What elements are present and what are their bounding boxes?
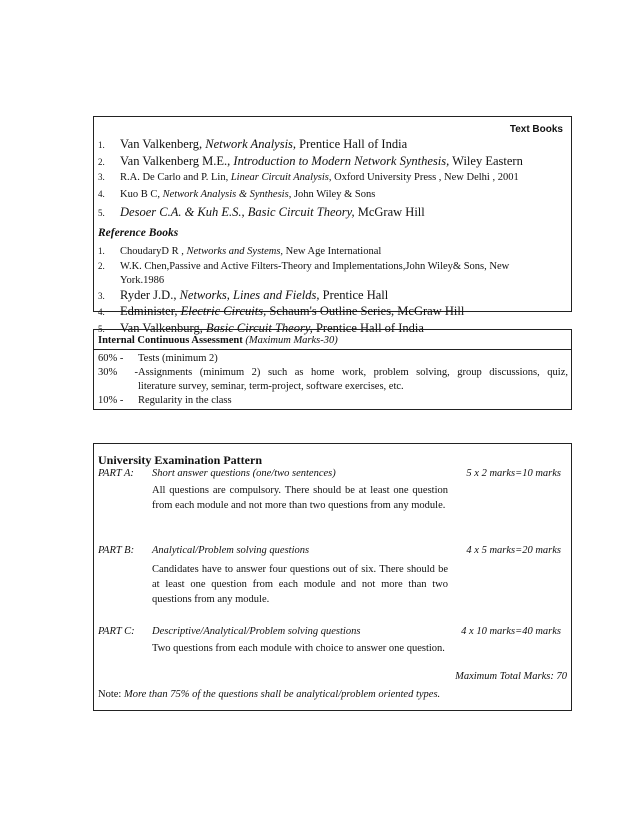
part-c-description: Two questions from each module with choice to answer one question. xyxy=(152,643,445,654)
part-c-question: Descriptive/Analytical/Problem solving questions xyxy=(152,626,361,637)
text-book-item: 3. R.A. De Carlo and P. Lin, Linear Circuit Analysis, Oxford University Press , New Delhi , 2001 xyxy=(98,172,519,183)
reference-books-title: Reference Books xyxy=(98,227,179,239)
internal-max-marks: (Maximum Marks-30) xyxy=(245,335,338,346)
note-label: Note: xyxy=(98,689,122,700)
part-b-label: PART B: xyxy=(98,545,135,556)
part-c-marks: 4 x 10 marks=40 marks xyxy=(461,626,561,637)
internal-assessment-title: Internal Continuous Assessment xyxy=(98,335,243,346)
part-b-question: Analytical/Problem solving questions xyxy=(152,545,310,556)
assessment-row: 10% - Regularity in the class xyxy=(98,395,232,406)
exam-pattern-section xyxy=(93,443,572,711)
exam-pattern-title: University Examination Pattern xyxy=(98,453,262,467)
text-book-item: 4. Kuo B C, Network Analysis & Synthesis, John Wiley & Sons xyxy=(98,189,376,200)
reference-book-item: 4. Edminister, Electric Circuits, Schaum's Outline Series, McGraw Hill xyxy=(98,304,465,318)
part-a-label: PART A: xyxy=(98,468,134,479)
text-books-title: Text Books xyxy=(509,124,563,135)
assessment-row: 30% -Assignments (minimum 2) such as home work, problem solving, group discussions, quiz, xyxy=(98,367,568,378)
text-book-item: 5. Desoer C.A. & Kuh E.S., Basic Circuit Theory, McGraw Hill xyxy=(98,205,425,219)
reference-book-item-cont: York.1986 xyxy=(120,275,165,286)
books-section xyxy=(93,116,572,335)
exam-note xyxy=(98,689,440,700)
text-book-item: 2. Van Valkenberg M.E., Introduction to Modern Network Synthesis, Wiley Eastern xyxy=(98,154,523,168)
internal-assessment-heading xyxy=(98,335,338,346)
part-a-description: All questions are compulsory. There should be at least one question from each module and not more than two questions from any module. xyxy=(152,485,448,511)
note-text: More than 75% of the questions shall be analytical/problem oriented types. xyxy=(123,689,441,700)
text-book-item: 1. Van Valkenberg, Network Analysis, Prentice Hall of India xyxy=(98,137,408,151)
part-a-question: Short answer questions (one/two sentences) xyxy=(152,468,336,479)
internal-assessment-section xyxy=(93,329,572,410)
part-b-marks: 4 x 5 marks=20 marks xyxy=(466,545,561,556)
reference-book-item: 3. Ryder J.D., Networks, Lines and Fields, Prentice Hall xyxy=(98,288,389,302)
reference-book-item: 1. ChoudaryD R , Networks and Systems, New Age International xyxy=(98,246,382,257)
reference-book-item: 2. W.K. Chen,Passive and Active Filters-Theory and Implementations,John Wiley& Sons, New xyxy=(98,261,510,272)
part-c-label: PART C: xyxy=(98,626,135,637)
divider xyxy=(94,349,571,350)
assessment-row: 60% - Tests (minimum 2) xyxy=(98,353,218,364)
max-total-marks: Maximum Total Marks: 70 xyxy=(455,671,567,682)
part-b-description: Candidates have to answer four questions out of six. There should be at least one question from each module and not more than two questions from any module. xyxy=(152,564,448,605)
part-a-marks: 5 x 2 marks=10 marks xyxy=(466,468,561,479)
assessment-row-cont: literature survey, seminar, term-project, software exercises, etc. xyxy=(138,381,404,392)
reference-book-item: 5. Van Valkenburg, Basic Circuit Theory, Prentice Hall of India xyxy=(98,321,424,335)
